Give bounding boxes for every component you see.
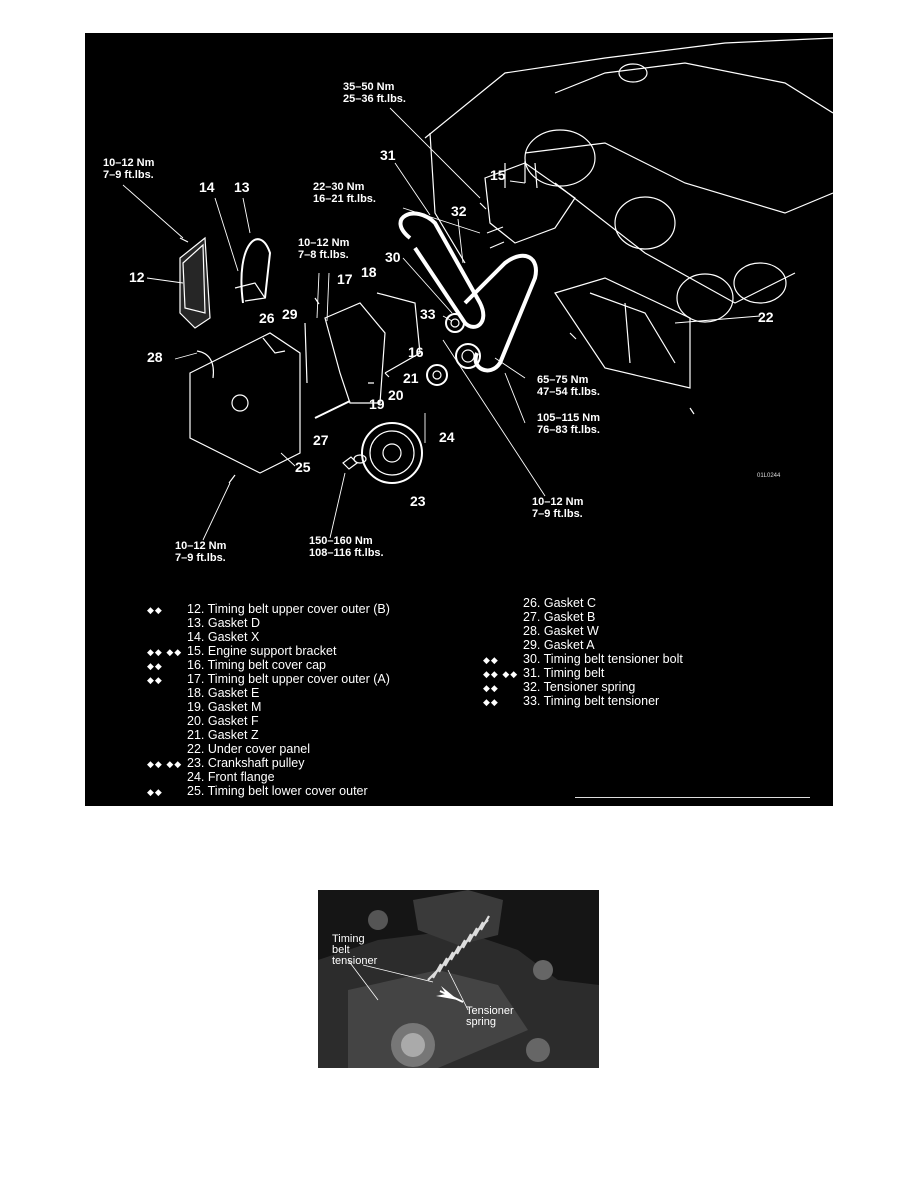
callout-30: 30 [385, 249, 401, 265]
legend-text: Front flange [207, 770, 275, 784]
legend-number: 20. [187, 714, 205, 728]
torque-spec-lower-cover [175, 540, 226, 564]
legend-number: 30. [523, 652, 541, 666]
legend-item [147, 700, 261, 714]
legend-number: 26. [523, 596, 541, 610]
legend-item [483, 666, 604, 681]
legend-text: Timing belt cover cap [207, 658, 326, 672]
service-icons: ◆◆ ◆◆ [147, 647, 183, 657]
legend-number: 23. [187, 756, 205, 770]
torque-ft: 25–36 ft.lbs. [343, 93, 406, 105]
service-icons: ◆◆ [483, 697, 499, 707]
callout-28: 28 [147, 349, 163, 365]
torque-spec-65-75 [537, 374, 600, 398]
callout-29: 29 [282, 306, 298, 322]
legend-number: 31. [523, 666, 541, 680]
legend-text: Timing belt [543, 666, 605, 680]
torque-ft: 76–83 ft.lbs. [537, 424, 600, 436]
torque-nm: 150–160 Nm [309, 535, 373, 547]
divider-line [575, 797, 810, 798]
legend-number: 28. [523, 624, 541, 638]
legend-item [147, 770, 275, 784]
torque-spec-cover-a [298, 237, 349, 261]
tensioner-photo [318, 890, 599, 1068]
legend-item [147, 756, 304, 771]
service-icons: ◆◆ [147, 675, 163, 685]
torque-nm: 22–30 Nm [313, 181, 365, 193]
legend-text: Timing belt lower cover outer [207, 784, 368, 798]
service-icons: ◆◆ ◆◆ [483, 669, 519, 679]
callout-16: 16 [408, 344, 424, 360]
legend-text: Under cover panel [207, 742, 311, 756]
legend-item [483, 624, 599, 638]
legend-text: Timing belt upper cover outer (A) [207, 672, 390, 686]
legend-number: 22. [187, 742, 205, 756]
legend-item [147, 714, 259, 728]
legend-text: Gasket E [207, 686, 260, 700]
callout-33: 33 [420, 306, 436, 322]
torque-nm: 35–50 Nm [343, 81, 395, 93]
legend-number: 19. [187, 700, 205, 714]
legend-item [483, 694, 659, 709]
torque-ft: 7–9 ft.lbs. [532, 508, 583, 520]
torque-nm: 10–12 Nm [103, 157, 155, 169]
legend-item [147, 686, 259, 700]
service-icons: ◆◆ [483, 683, 499, 693]
legend-item [147, 742, 310, 756]
legend-item [483, 596, 596, 610]
legend-number: 18. [187, 686, 205, 700]
torque-spec-tensioner-bolt [313, 181, 376, 205]
legend-item [147, 658, 326, 673]
torque-ft: 16–21 ft.lbs. [313, 193, 376, 205]
legend-text: Tensioner spring [543, 680, 636, 694]
legend-text: Gasket Z [207, 728, 259, 742]
callout-25: 25 [295, 459, 311, 475]
torque-nm: 105–115 Nm [537, 412, 600, 424]
torque-nm: 10–12 Nm [175, 540, 227, 552]
callout-13: 13 [234, 179, 250, 195]
legend-text: Engine support bracket [207, 644, 337, 658]
torque-nm: 65–75 Nm [537, 374, 589, 386]
tensioner-photo-art [318, 890, 599, 1068]
legend-number: 17. [187, 672, 205, 686]
callout-17: 17 [337, 271, 353, 287]
callout-18: 18 [361, 264, 377, 280]
legend-text: Timing belt upper cover outer (B) [207, 602, 390, 616]
torque-ft: 108–116 ft.lbs. [309, 547, 384, 559]
legend-item [147, 616, 260, 630]
legend-text: Gasket X [207, 630, 260, 644]
callout-23: 23 [410, 493, 426, 509]
exploded-view-diagram [85, 33, 833, 806]
legend-item [147, 602, 390, 617]
torque-spec-crank-bolt [309, 535, 384, 559]
legend-item [147, 644, 336, 659]
callout-21: 21 [403, 370, 419, 386]
callout-15: 15 [490, 167, 506, 183]
legend-number: 32. [523, 680, 541, 694]
legend-text: Gasket D [207, 616, 260, 630]
callout-22: 22 [758, 309, 774, 325]
legend-number: 27. [523, 610, 541, 624]
legend-item [483, 638, 595, 652]
callout-19: 19 [369, 396, 385, 412]
service-icons: ◆◆ [483, 655, 499, 665]
torque-nm: 10–12 Nm [532, 496, 584, 508]
legend-number: 21. [187, 728, 205, 742]
legend-item [483, 610, 595, 624]
callout-24: 24 [439, 429, 455, 445]
service-icons: ◆◆ [147, 605, 163, 615]
legend-number: 24. [187, 770, 205, 784]
legend-text: Gasket B [543, 610, 596, 624]
legend-number: 13. [187, 616, 205, 630]
legend-number: 25. [187, 784, 205, 798]
callout-27: 27 [313, 432, 329, 448]
legend-item [147, 728, 259, 742]
service-icons: ◆◆ [147, 787, 163, 797]
legend-text: Gasket C [543, 596, 596, 610]
legend-text: Gasket M [207, 700, 262, 714]
legend-number: 29. [523, 638, 541, 652]
callout-20: 20 [388, 387, 404, 403]
legend-item [147, 630, 259, 644]
torque-spec-bracket [343, 81, 406, 105]
callout-31: 31 [380, 147, 396, 163]
legend-item [147, 784, 368, 799]
callout-32: 32 [451, 203, 467, 219]
service-icons: ◆◆ [147, 661, 163, 671]
legend-number: 16. [187, 658, 205, 672]
callout-14: 14 [199, 179, 215, 195]
legend-number: 14. [187, 630, 205, 644]
legend-item [483, 652, 683, 667]
torque-spec-lower-right [532, 496, 583, 520]
legend-text: Timing belt tensioner bolt [543, 652, 683, 666]
torque-ft: 7–9 ft.lbs. [103, 169, 154, 181]
torque-ft: 7–8 ft.lbs. [298, 249, 349, 261]
callout-12: 12 [129, 269, 145, 285]
label-timing-belt-tensioner: Timing belt tensioner [332, 933, 378, 967]
legend-text: Timing belt tensioner [543, 694, 660, 708]
legend-number: 12. [187, 602, 205, 616]
legend-item [147, 672, 390, 687]
torque-ft: 7–9 ft.lbs. [175, 552, 226, 564]
legend-text: Gasket A [543, 638, 595, 652]
torque-spec-105-115 [537, 412, 600, 436]
legend-text: Gasket F [207, 714, 259, 728]
torque-ft: 47–54 ft.lbs. [537, 386, 600, 398]
legend-text: Gasket W [543, 624, 599, 638]
figure-code: 01L0244 [757, 473, 781, 479]
legend-number: 33. [523, 694, 541, 708]
service-icons: ◆◆ ◆◆ [147, 759, 183, 769]
legend-number: 15. [187, 644, 205, 658]
torque-nm: 10–12 Nm [298, 237, 350, 249]
callout-26: 26 [259, 310, 275, 326]
torque-spec-upper-cover [103, 157, 154, 181]
legend-item [483, 680, 635, 695]
label-tensioner-spring: Tensioner spring [466, 1005, 514, 1028]
legend-text: Crankshaft pulley [207, 756, 305, 770]
